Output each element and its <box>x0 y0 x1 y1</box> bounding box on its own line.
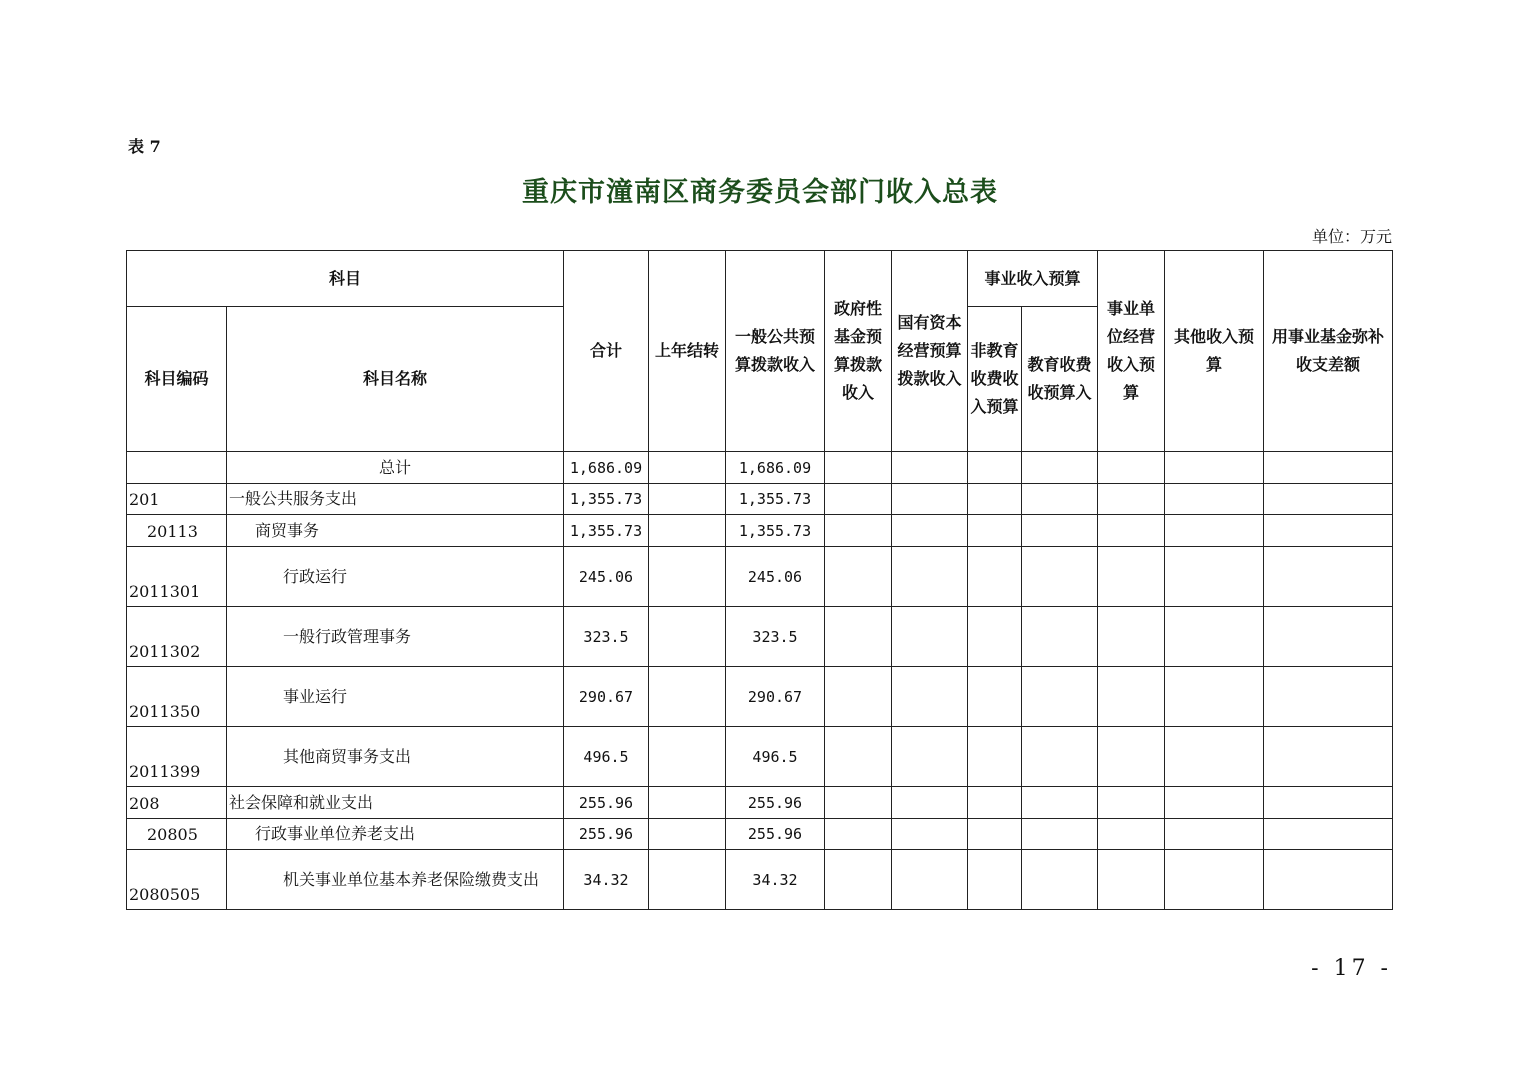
row-name: 其他商贸事务支出 <box>227 727 564 787</box>
page-title: 重庆市潼南区商务委员会部门收入总表 <box>522 177 998 208</box>
header-non-edu-fee: 非教育收费收入预算 <box>968 307 1022 452</box>
header-other-income: 其他收入预算 <box>1165 251 1264 452</box>
row-general: 255.96 <box>726 787 825 819</box>
row-total: 1,355.73 <box>564 484 649 515</box>
row-general: 496.5 <box>726 727 825 787</box>
row-general: 1,355.73 <box>726 515 825 547</box>
header-subject: 科目 <box>127 251 564 307</box>
header-gov-fund: 政府性基金预算拨款收入 <box>825 251 892 452</box>
row-name: 社会保障和就业支出 <box>227 787 564 819</box>
row-name-text: 机关事业单位基本养老保险缴费支出 <box>283 869 540 889</box>
header-subject-name: 科目名称 <box>227 307 564 452</box>
table-row <box>127 515 1393 547</box>
row-general: 323.5 <box>726 607 825 667</box>
row-code: 201 <box>127 484 227 515</box>
row-total: 1,686.09 <box>564 452 649 484</box>
table-row <box>127 667 1393 727</box>
row-total: 255.96 <box>564 819 649 850</box>
row-general: 290.67 <box>726 667 825 727</box>
row-name: 一般公共服务支出 <box>227 484 564 515</box>
row-total: 245.06 <box>564 547 649 607</box>
row-name: 总计 <box>227 452 564 484</box>
row-code: 2011301 <box>127 547 227 607</box>
table-row <box>127 452 1393 484</box>
row-name: 商贸事务 <box>227 515 564 547</box>
row-total: 496.5 <box>564 727 649 787</box>
header-state-capital: 国有资本经营预算拨款收入 <box>892 251 968 452</box>
table-row <box>127 547 1393 607</box>
table-label: 表 7 <box>128 137 161 156</box>
page-number: - 17 - <box>1311 956 1392 981</box>
row-name <box>227 850 564 910</box>
header-fund-offset: 用事业基金弥补收支差额 <box>1264 251 1393 452</box>
table-row <box>127 727 1393 787</box>
header-carryover: 上年结转 <box>649 251 726 452</box>
income-table <box>126 250 1393 910</box>
table-row <box>127 787 1393 819</box>
row-code: 2080505 <box>127 850 227 910</box>
row-total: 1,355.73 <box>564 515 649 547</box>
row-total: 255.96 <box>564 787 649 819</box>
row-general: 1,355.73 <box>726 484 825 515</box>
row-total: 34.32 <box>564 850 649 910</box>
table-row <box>127 850 1393 910</box>
header-business-income: 事业收入预算 <box>968 251 1098 307</box>
row-name: 行政运行 <box>227 547 564 607</box>
row-general: 34.32 <box>726 850 825 910</box>
row-code: 2011399 <box>127 727 227 787</box>
row-general: 245.06 <box>726 547 825 607</box>
row-code: 20113 <box>127 515 227 547</box>
header-total: 合计 <box>564 251 649 452</box>
table-row <box>127 607 1393 667</box>
row-code <box>127 452 227 484</box>
row-name: 行政事业单位养老支出 <box>227 819 564 850</box>
row-name: 事业运行 <box>227 667 564 727</box>
row-general: 1,686.09 <box>726 452 825 484</box>
row-code: 208 <box>127 787 227 819</box>
header-unit-operation: 事业单位经营收入预算 <box>1098 251 1165 452</box>
row-code: 20805 <box>127 819 227 850</box>
unit-label: 单位：万元 <box>1311 227 1392 246</box>
row-general: 255.96 <box>726 819 825 850</box>
row-code: 2011350 <box>127 667 227 727</box>
row-name: 一般行政管理事务 <box>227 607 564 667</box>
header-subject-code: 科目编码 <box>127 307 227 452</box>
row-total: 323.5 <box>564 607 649 667</box>
header-edu-fee: 教育收费收预算入 <box>1022 307 1098 452</box>
table-row <box>127 484 1393 515</box>
header-general-budget: 一般公共预算拨款收入 <box>726 251 825 452</box>
row-total: 290.67 <box>564 667 649 727</box>
row-code: 2011302 <box>127 607 227 667</box>
table-row <box>127 819 1393 850</box>
